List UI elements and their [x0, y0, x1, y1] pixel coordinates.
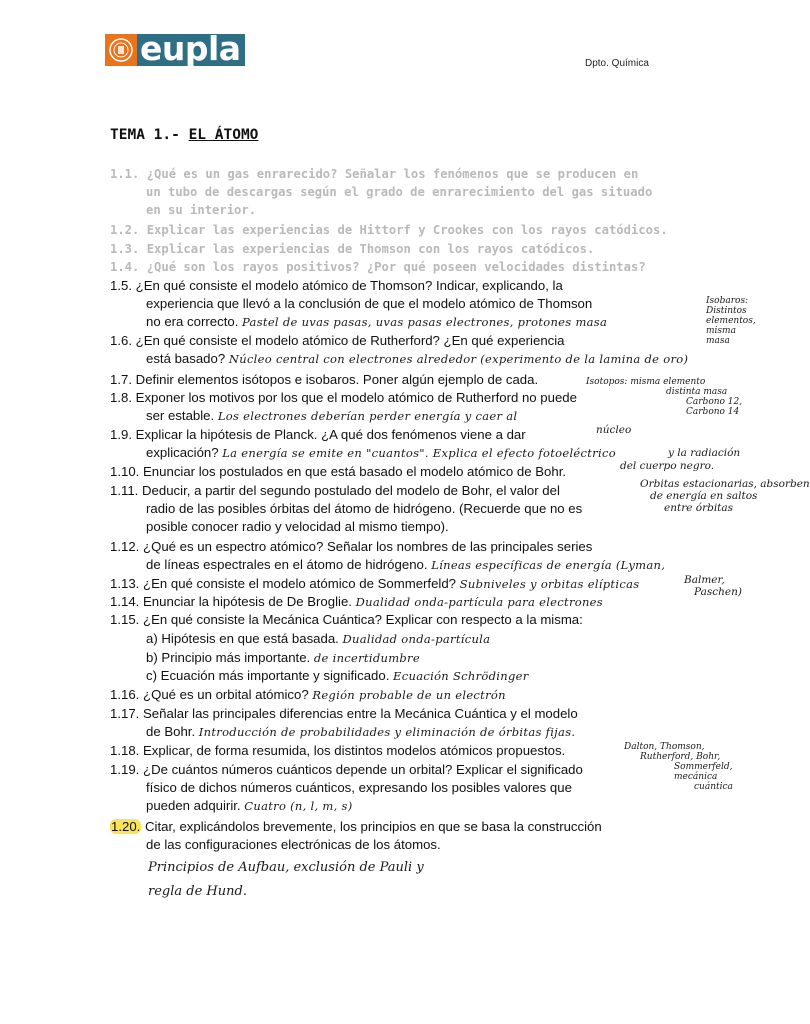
question-1-3: 1.3. Explicar las experiencias de Thomson con los rayos catódicos. — [110, 242, 595, 256]
question-1-12: 1.12. ¿Qué es un espectro atómico? Señalar los nombres de las principales series de líneas espectrales en el átomo de hidrógeno. Líneas específicas de energía (Lyman, — [110, 539, 666, 573]
question-1-13: 1.13. ¿En qué consiste el modelo atómico de Sommerfeld? Subniveles y orbitas elípticas — [110, 576, 640, 591]
question-1-15-c: c) Ecuación más importante y significado. Ecuación Schrödinger — [146, 668, 529, 683]
handwritten-final-answer-line-2: regla de Hund. — [148, 884, 247, 899]
handwritten-answer: Los electrones deberían perder energía y caer al — [217, 409, 518, 424]
handwritten-answer: Pastel de uvas pasas, uvas pasas electrones, protones masa — [242, 315, 608, 330]
question-1-7: 1.7. Definir elementos isótopos e isobaros. Poner algún ejemplo de cada. — [110, 372, 539, 387]
eupla-logo — [105, 29, 245, 68]
handwritten-answer: Núcleo central con electrones alrededor (experimento de la lamina de oro) — [228, 352, 689, 367]
handwritten-answer: Dualidad onda-partícula para electrones — [355, 595, 603, 609]
handwritten-answer: Región probable de un electrón — [312, 688, 506, 702]
question-1-19: 1.19. ¿De cuántos números cuánticos depende un orbital? Explicar el significado físico de dichos números cuánticos, expresando los posibles valores que pueden adquirir. Cuatro (n, l, m, s) — [110, 762, 583, 814]
question-1-18: 1.18. Explicar, de forma resumida, los distintos modelos atómicos propuestos. — [110, 743, 566, 758]
margin-note-isotopos: Isotopos: misma elemento distinta masa Carbono 12, Carbono 14 — [586, 377, 743, 417]
university-seal-icon — [105, 34, 137, 66]
question-1-15-b: b) Principio más importante. de incertidumbre — [146, 650, 420, 665]
margin-note-models: Dalton, Thomson, Rutherford, Bohr, Sommerfeld, mecánica cuántica — [624, 742, 733, 792]
handwritten-answer: La energía se emite en "cuantos". Explica el efecto fotoeléctrico — [222, 446, 616, 461]
question-1-16: 1.16. ¿Qué es un orbital atómico? Región probable de un electrón — [110, 687, 506, 702]
question-1-8: 1.8. Exponer los motivos por los que el modelo atómico de Rutherford no puede ser estable. Los electrones deberían perder energía y caer al — [110, 390, 577, 424]
handwritten-answer: Subniveles y orbitas elípticas — [459, 577, 640, 591]
question-1-14: 1.14. Enunciar la hipótesis de De Broglie. Dualidad onda-partícula para electrones — [110, 594, 603, 609]
margin-note-bohr: Orbitas estacionarias, absorben de energía en saltos entre órbitas — [640, 478, 810, 514]
handwritten-answer: Introducción de probabilidades y eliminación de órbitas fijas. — [198, 725, 576, 740]
title-prefix: TEMA 1.- — [110, 127, 180, 143]
margin-note-planck: y la radiación — [668, 447, 741, 459]
question-1-17: 1.17. Señalar las principales diferencias entre la Mecánica Cuántica y el modelo de Bohr. Introducción de probabilidades y eliminación de órbitas fijas. — [110, 706, 578, 740]
page-title — [110, 127, 258, 143]
margin-note-isobaros: Isobaros: Distintos elementos, misma masa — [706, 296, 756, 346]
question-1-15-a: a) Hipótesis en que está basada. Dualidad onda-partícula — [146, 631, 491, 646]
handwritten-answer: Ecuación Schrödinger — [393, 669, 529, 683]
margin-note-nucleo: núcleo — [596, 424, 632, 436]
logo-wordmark: eupla — [137, 34, 245, 66]
handwritten-answer: Dualidad onda-partícula — [342, 632, 491, 646]
question-1-1: 1.1. ¿Qué es un gas enrarecido? Señalar los fenómenos que se producen en un tubo de descargas según el grado de enrarecimiento del gas situado en su interior. — [110, 167, 653, 218]
handwritten-answer: Cuatro (n, l, m, s) — [244, 799, 353, 814]
handwritten-answer: de incertidumbre — [313, 651, 420, 665]
question-1-2: 1.2. Explicar las experiencias de Hittorf y Crookes con los rayos catódicos. — [110, 223, 668, 237]
margin-note-planck-2: del cuerpo negro. — [620, 460, 715, 472]
handwritten-answer: Líneas específicas de energía (Lyman, — [431, 558, 666, 573]
question-1-15: 1.15. ¿En qué consiste la Mecánica Cuántica? Explicar con respecto a la misma: — [110, 612, 583, 627]
question-1-10: 1.10. Enunciar los postulados en que está basado el modelo atómico de Bohr. — [110, 464, 567, 479]
question-1-20: 1.20. Citar, explicándolos brevemente, los principios en que se basa la construcción de las configuraciones electrónicas de los átomos. — [111, 819, 602, 853]
question-1-5: 1.5. ¿En qué consiste el modelo atómico de Thomson? Indicar, explicando, la experiencia que llevó a la conclusión de que el modelo atómico de Thomson no era correcto. Pastel de uvas pasas, uvas pasas electrones, protones masa — [110, 278, 608, 330]
question-1-9: 1.9. Explicar la hipótesis de Planck. ¿A qué dos fenómenos viene a dar explicación? La energía se emite en "cuantos". Explica el efecto fotoeléctrico — [110, 427, 616, 461]
question-1-11: 1.11. Deducir, a partir del segundo postulado del modelo de Bohr, el valor del radio de las posibles órbitas del átomo de hidrógeno. (Recuerde que no es posible conocer radio y velocidad al mismo tiempo). — [110, 483, 583, 535]
highlighted-number: 1.20. — [111, 819, 141, 834]
question-1-6: 1.6. ¿En qué consiste el modelo atómico de Rutherford? ¿En qué experiencia está basado? Núcleo central con electrones alrededor (experimento de la lamina de oro) — [110, 333, 689, 367]
question-1-4: 1.4. ¿Qué son los rayos positivos? ¿Por qué poseen velocidades distintas? — [110, 260, 646, 274]
margin-note-series: Balmer, Paschen) — [684, 574, 742, 598]
department-label: Dpto. Química — [585, 58, 649, 69]
title-topic: EL ÁTOMO — [188, 127, 259, 143]
handwritten-final-answer-line-1: Principios de Aufbau, exclusión de Pauli y — [148, 860, 424, 875]
